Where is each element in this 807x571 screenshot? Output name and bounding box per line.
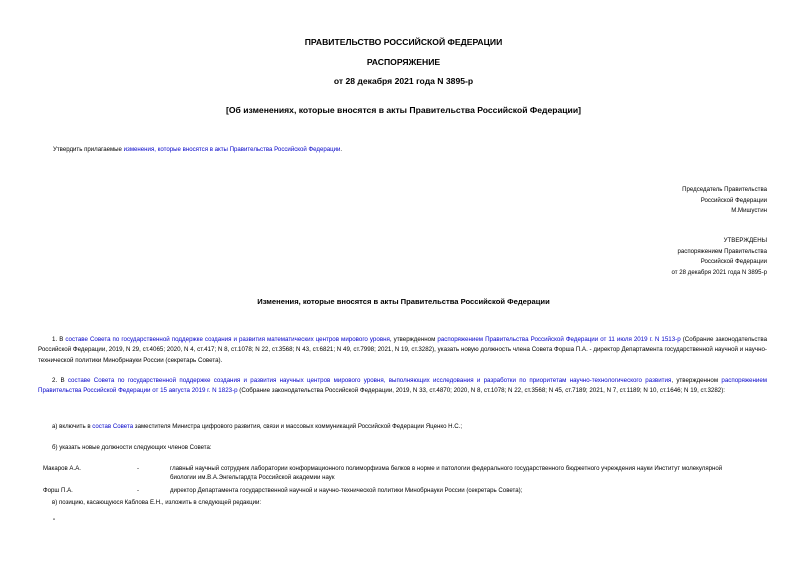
subparagraph-v: в) позицию, касающуюся Каблова Е.Н., изложить в следующей редакции: [52,499,262,506]
pa-text-a: а) включить в [52,423,93,430]
pa-council-link[interactable]: состав Совета [92,423,134,430]
member-name-1: Макаров А.А. [43,465,81,472]
intro-suffix: . [340,146,343,153]
document-title: [Об изменениях, которые вносятся в акты Правительства Российской Федерации] [225,105,581,115]
p2-text-b: , утвержденном [671,377,722,384]
member-name-2: Форш П.А. [43,487,73,494]
paragraph-1 [38,335,767,366]
intro-prefix: Утвердить прилагаемые [53,146,124,153]
signature-block [682,185,767,217]
intro-changes-link[interactable]: изменения, которые вносятся в акты Правительства Российской Федерации [123,146,341,153]
member-dash-1: - [137,465,140,472]
p2-order-link[interactable]: распоряжением Правительства Российской Федерации от 15 августа 2019 г. N 1823-р [38,377,768,395]
p2-text-a: 2. В [52,377,68,384]
doc-type-heading: РАСПОРЯЖЕНИЕ [366,57,441,67]
p1-council-link[interactable]: составе Совета по государственной поддержке создания и развития математических центров мирового уровня [65,336,390,343]
signature-line-3: М.Мишустин [731,207,767,214]
p2-council-link[interactable]: составе Совета по государственной поддержке создания и развития научных центров мирового уровня, выполняющих исследования и разработки по приоритетам научно-технологического развития [67,377,672,384]
member-role-1: главный научный сотрудник лаборатории конформационного полиморфизма белков в норме и патологии федерального государственного бюджетного учреждения науки Институт молекулярной биологии им.В.А.Энгельгардта Российской академии наук [170,465,723,481]
subparagraph-a [52,422,462,433]
signature-line-2: Российской Федерации [700,196,767,204]
member-role-2: директор Департамента государственной научной и научно-технической политики Минобрнауки России (секретарь Совета); [170,487,523,494]
subparagraph-b: б) указать новые должности следующих членов Совета: [52,444,212,451]
approved-line-3: Российской Федерации [700,258,767,265]
org-heading: ПРАВИТЕЛЬСТВО РОССИЙСКОЙ ФЕДЕРАЦИИ [304,37,503,47]
pa-text-b: заместителя Министра цифрового развития, связи и массовых коммуникаций Российской Федерации Яценко Н.С.; [133,423,463,430]
p1-text-a: 1. В [52,336,66,343]
p2-text-c: (Собрание законодательства Российской Федерации, 2019, N 33, ст.4870; 2020, N 8, ст.1078; N 22, ст.3568; N 45, ст.7189; 2021, N 7, ст.1189; N 10, ст.1646; N 19, ст.3282): [237,387,726,395]
approved-line-4: от 28 декабря 2021 года N 3895-р [671,268,767,276]
quote-mark: " [53,518,56,525]
date-number-heading: от 28 декабря 2021 года N 3895-р [333,76,474,86]
p1-text-b: , утвержденном [389,336,438,343]
paragraph-2 [38,376,767,397]
signature-line-1: Председатель Правительства [682,186,767,193]
p1-text-c: (Собрание законодательства Российской Федерации, 2019, N 29, ст.4065; 2020, N 4, ст.417; N 8, ст.1078; N 22, ст.3568; N 43, ст.6821; N 49, ст.7998; 2021, N 19, ст.3282), указать новую должность члена Совета Форша П.А. - директор Департамента государственной научной и научно-технической политики Минобрнауки России (секретарь Совета). [38,336,768,364]
section-title: Изменения, которые вносятся в акты Правительства Российской Федерации [257,297,550,306]
p1-order-link[interactable]: распоряжением Правительства Российской Федерации от 11 июля 2019 г. N 1513-р [437,336,681,343]
approved-line-2: распоряжением Правительства [677,247,767,255]
intro-paragraph [53,145,342,156]
approved-block [672,236,767,278]
member-dash-2: - [137,487,140,494]
approved-line-1: УТВЕРЖДЕНЫ [723,237,767,244]
